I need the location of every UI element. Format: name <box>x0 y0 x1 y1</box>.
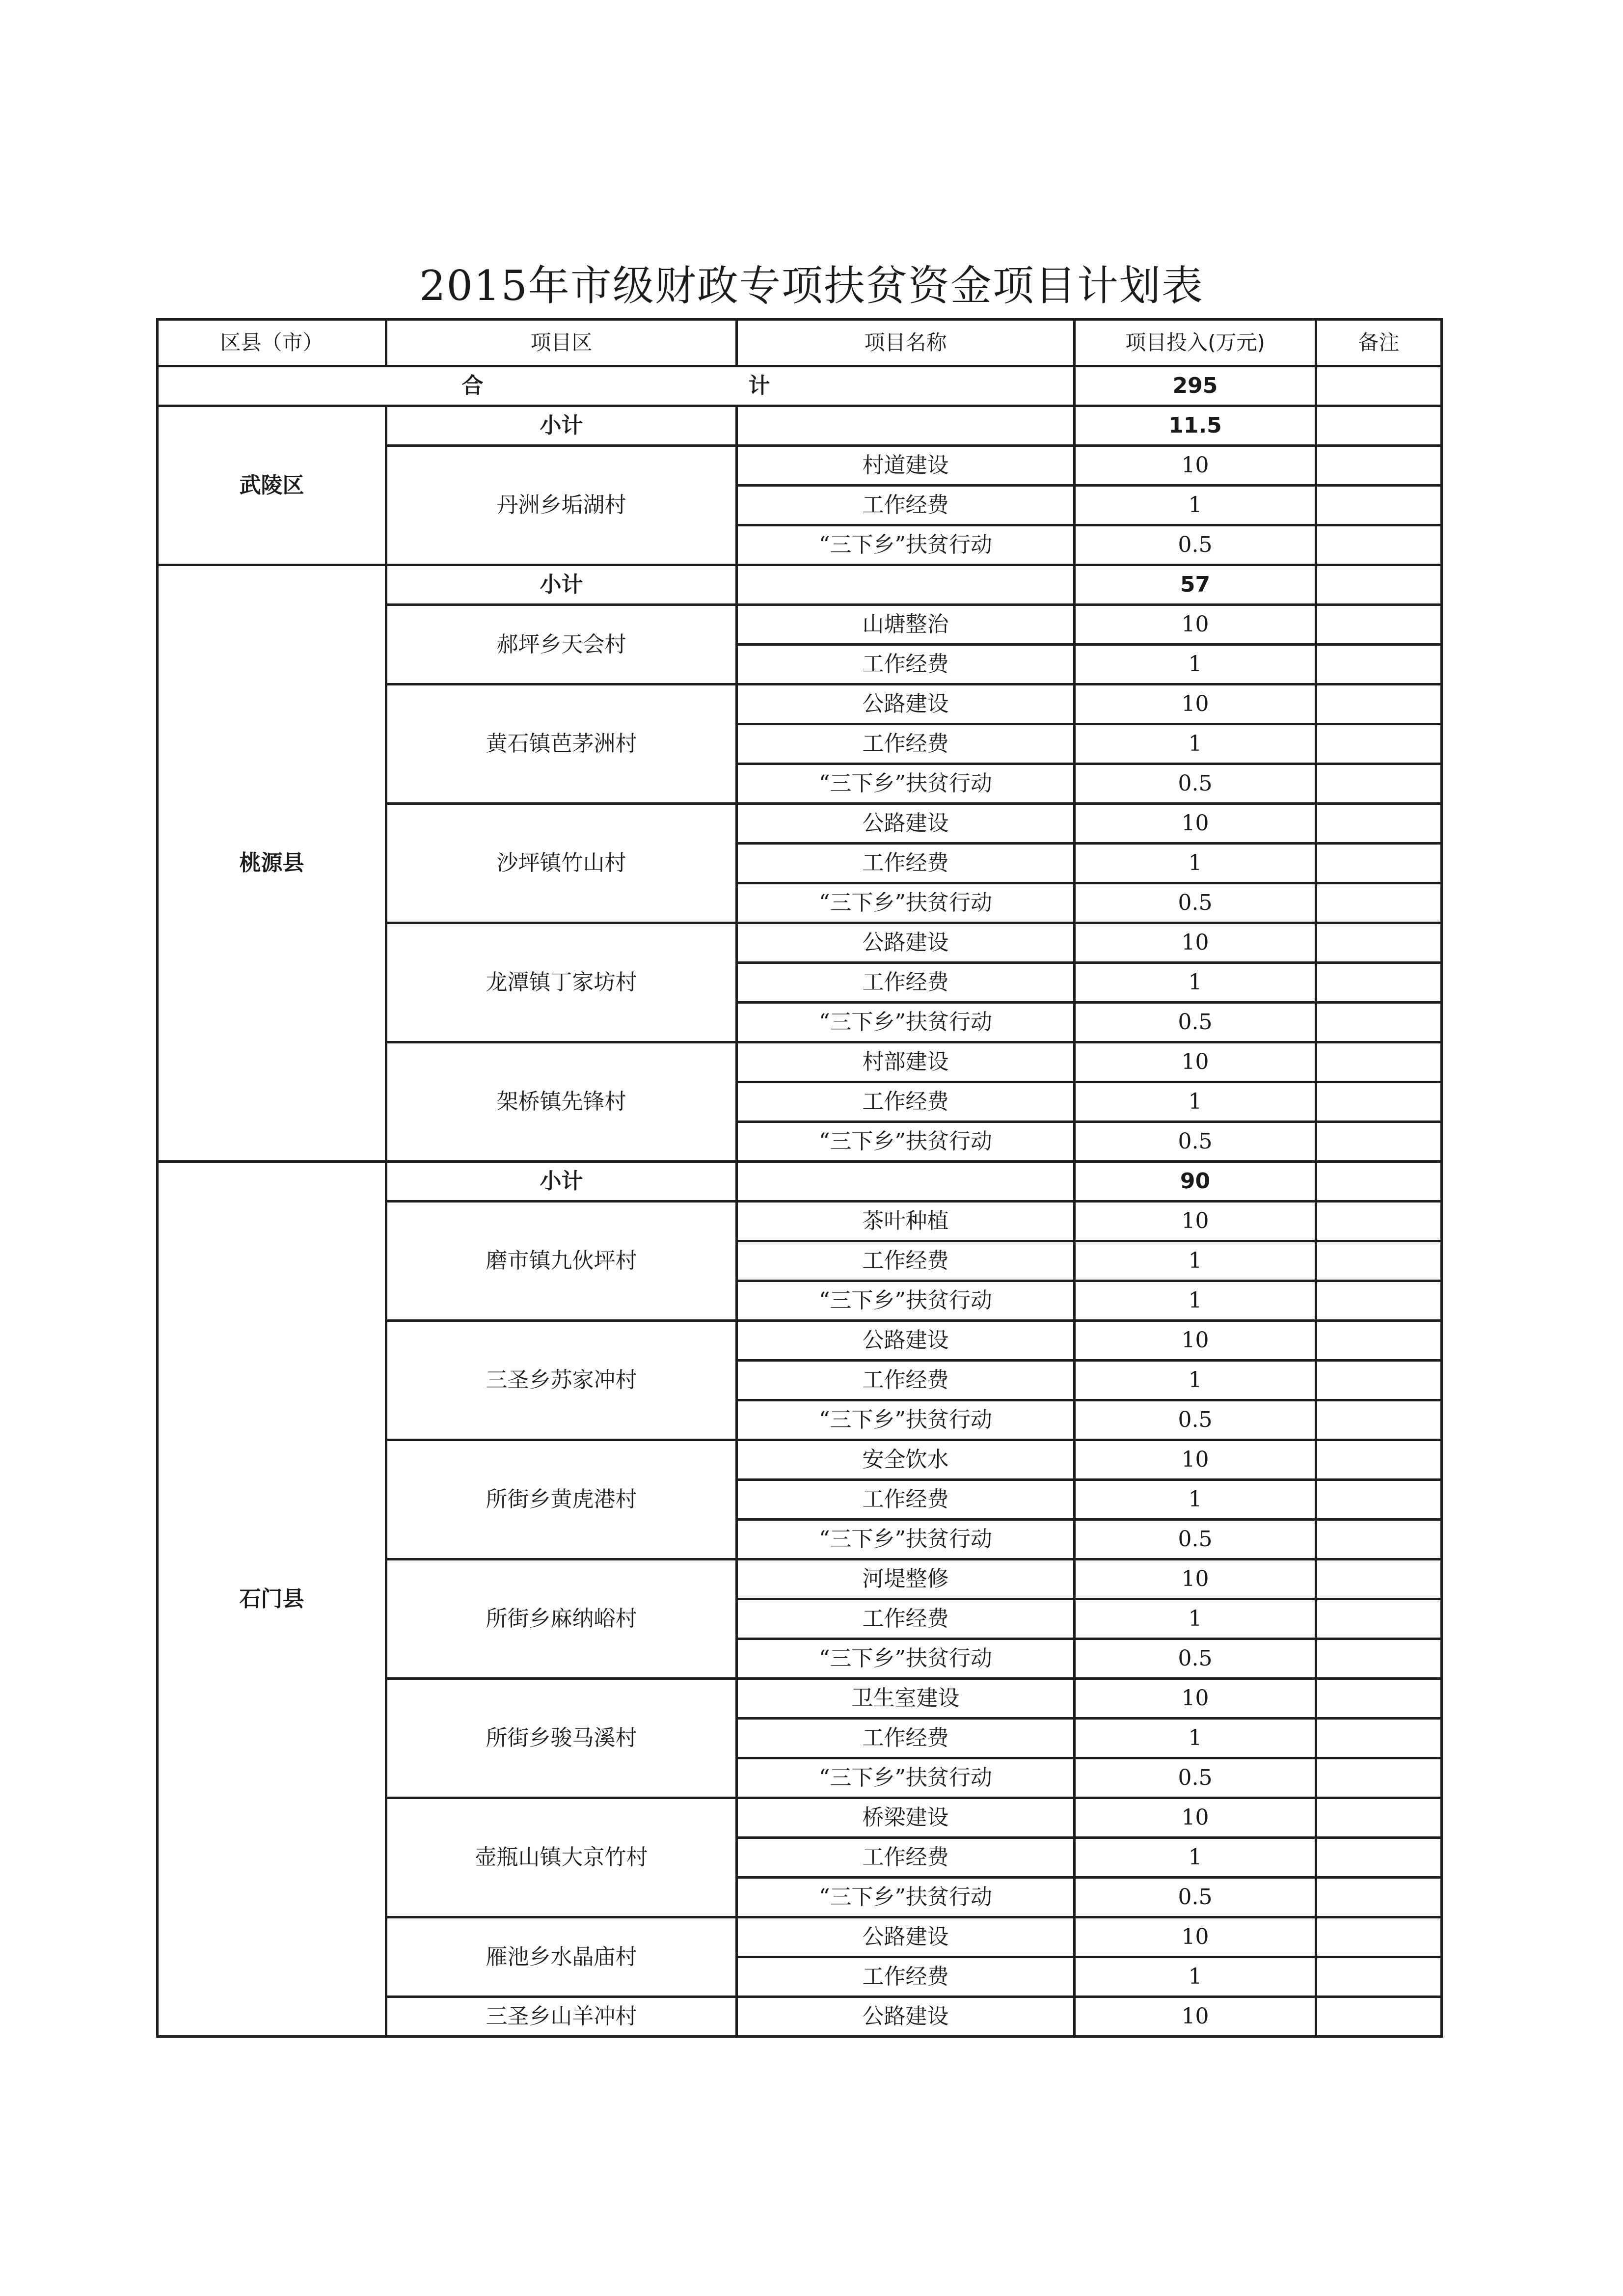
project-name: “三下乡”扶贫行动 <box>737 1400 1075 1440</box>
header-project: 项目名称 <box>737 320 1075 366</box>
total-label-a: 合 <box>461 373 484 398</box>
remark-cell <box>1316 1281 1442 1321</box>
remark-cell <box>1316 1599 1442 1639</box>
total-value: 295 <box>1075 366 1316 406</box>
subtotal-project-cell <box>737 406 1075 446</box>
remark-cell <box>1316 1321 1442 1361</box>
project-name: 村道建设 <box>737 446 1075 486</box>
project-name: 公路建设 <box>737 804 1075 844</box>
remark-cell <box>1316 1917 1442 1957</box>
investment-value: 1 <box>1075 1719 1316 1758</box>
village-name: 黄石镇芭茅洲村 <box>386 684 737 804</box>
project-name: 工作经费 <box>737 963 1075 1003</box>
investment-value: 1 <box>1075 1838 1316 1878</box>
remark-cell <box>1316 844 1442 883</box>
project-name: 工作经费 <box>737 1719 1075 1758</box>
investment-value: 0.5 <box>1075 1400 1316 1440</box>
subtotal-row <box>158 565 1442 605</box>
project-name: 工作经费 <box>737 1241 1075 1281</box>
village-name: 三圣乡苏家冲村 <box>386 1321 737 1440</box>
village-name: 架桥镇先锋村 <box>386 1042 737 1162</box>
village-name: 所街乡黄虎港村 <box>386 1440 737 1559</box>
project-name: 山塘整治 <box>737 605 1075 645</box>
remark-cell <box>1316 1520 1442 1559</box>
project-name: 公路建设 <box>737 923 1075 963</box>
total-label-b: 计 <box>748 373 770 398</box>
remark-cell <box>1316 486 1442 525</box>
project-name: “三下乡”扶贫行动 <box>737 883 1075 923</box>
project-name: 公路建设 <box>737 1917 1075 1957</box>
header-county: 区县（市） <box>158 320 386 366</box>
project-name: 茶叶种植 <box>737 1202 1075 1241</box>
remark-cell <box>1316 1241 1442 1281</box>
page-title: 2015年市级财政专项扶贫资金项目计划表 <box>419 262 1204 310</box>
investment-value: 10 <box>1075 1997 1316 2037</box>
project-name: 公路建设 <box>737 1321 1075 1361</box>
remark-cell <box>1316 1758 1442 1798</box>
investment-value: 0.5 <box>1075 1878 1316 1917</box>
remark-cell <box>1316 1440 1442 1480</box>
village-name: 雁池乡水晶庙村 <box>386 1917 737 1997</box>
plan-table-body <box>158 320 1442 2037</box>
header-investment: 项目投入(万元) <box>1075 320 1316 366</box>
remark-cell <box>1316 1957 1442 1997</box>
project-name: “三下乡”扶贫行动 <box>737 1122 1075 1162</box>
investment-value: 10 <box>1075 1042 1316 1082</box>
investment-value: 1 <box>1075 724 1316 764</box>
investment-value: 0.5 <box>1075 1639 1316 1679</box>
subtotal-value: 57 <box>1075 565 1316 605</box>
investment-value: 10 <box>1075 1559 1316 1599</box>
project-name: 桥梁建设 <box>737 1798 1075 1838</box>
remark-cell <box>1316 883 1442 923</box>
project-name: 村部建设 <box>737 1042 1075 1082</box>
remark-cell <box>1316 1679 1442 1719</box>
subtotal-label: 小计 <box>386 1162 737 1202</box>
subtotal-row <box>158 406 1442 446</box>
project-name: 工作经费 <box>737 486 1075 525</box>
remark-cell <box>1316 1997 1442 2037</box>
project-name: 工作经费 <box>737 724 1075 764</box>
investment-value: 1 <box>1075 1241 1316 1281</box>
county-name: 石门县 <box>158 1162 386 2037</box>
investment-value: 0.5 <box>1075 1520 1316 1559</box>
remark-cell <box>1316 684 1442 724</box>
remark-cell <box>1316 1878 1442 1917</box>
investment-value: 10 <box>1075 1321 1316 1361</box>
project-name: 工作经费 <box>737 1599 1075 1639</box>
remark-cell <box>1316 366 1442 406</box>
investment-value: 1 <box>1075 645 1316 684</box>
investment-value: 1 <box>1075 1082 1316 1122</box>
investment-value: 1 <box>1075 1599 1316 1639</box>
project-name: 安全饮水 <box>737 1440 1075 1480</box>
remark-cell <box>1316 1202 1442 1241</box>
remark-cell <box>1316 446 1442 486</box>
village-name: 郝坪乡天会村 <box>386 605 737 684</box>
project-name: 卫生室建设 <box>737 1679 1075 1719</box>
investment-value: 1 <box>1075 1957 1316 1997</box>
investment-value: 10 <box>1075 1202 1316 1241</box>
project-name: “三下乡”扶贫行动 <box>737 1281 1075 1321</box>
subtotal-value: 90 <box>1075 1162 1316 1202</box>
project-name: 公路建设 <box>737 1997 1075 2037</box>
project-name: “三下乡”扶贫行动 <box>737 1003 1075 1042</box>
remark-cell <box>1316 1003 1442 1042</box>
investment-value: 10 <box>1075 923 1316 963</box>
investment-value: 10 <box>1075 1440 1316 1480</box>
remark-cell <box>1316 1361 1442 1400</box>
investment-value: 0.5 <box>1075 1758 1316 1798</box>
header-remark: 备注 <box>1316 320 1442 366</box>
investment-value: 1 <box>1075 1281 1316 1321</box>
investment-value: 10 <box>1075 446 1316 486</box>
remark-cell <box>1316 605 1442 645</box>
project-name: “三下乡”扶贫行动 <box>737 1639 1075 1679</box>
village-name: 丹洲乡垢湖村 <box>386 446 737 565</box>
remark-cell <box>1316 1042 1442 1082</box>
remark-cell <box>1316 1798 1442 1838</box>
project-name: “三下乡”扶贫行动 <box>737 1758 1075 1798</box>
remark-cell <box>1316 1480 1442 1520</box>
remark-cell <box>1316 1719 1442 1758</box>
remark-cell <box>1316 406 1442 446</box>
project-name: 河堤整修 <box>737 1559 1075 1599</box>
project-name: “三下乡”扶贫行动 <box>737 764 1075 804</box>
remark-cell <box>1316 565 1442 605</box>
subtotal-label: 小计 <box>386 406 737 446</box>
investment-value: 1 <box>1075 844 1316 883</box>
subtotal-label: 小计 <box>386 565 737 605</box>
header-area: 项目区 <box>386 320 737 366</box>
subtotal-value: 11.5 <box>1075 406 1316 446</box>
village-name: 所街乡骏马溪村 <box>386 1679 737 1798</box>
investment-value: 10 <box>1075 804 1316 844</box>
project-name: 公路建设 <box>737 684 1075 724</box>
investment-value: 1 <box>1075 1361 1316 1400</box>
project-name: 工作经费 <box>737 1838 1075 1878</box>
project-name: 工作经费 <box>737 1082 1075 1122</box>
village-name: 龙潭镇丁家坊村 <box>386 923 737 1042</box>
remark-cell <box>1316 1162 1442 1202</box>
subtotal-project-cell <box>737 1162 1075 1202</box>
project-name: “三下乡”扶贫行动 <box>737 1520 1075 1559</box>
project-name: 工作经费 <box>737 844 1075 883</box>
remark-cell <box>1316 1838 1442 1878</box>
investment-value: 10 <box>1075 1798 1316 1838</box>
plan-table <box>156 318 1443 2038</box>
remark-cell <box>1316 645 1442 684</box>
remark-cell <box>1316 525 1442 565</box>
project-name: 工作经费 <box>737 1957 1075 1997</box>
investment-value: 1 <box>1075 1480 1316 1520</box>
investment-value: 0.5 <box>1075 1122 1316 1162</box>
remark-cell <box>1316 1639 1442 1679</box>
village-name: 磨市镇九伙坪村 <box>386 1202 737 1321</box>
project-name: “三下乡”扶贫行动 <box>737 1878 1075 1917</box>
investment-value: 0.5 <box>1075 1003 1316 1042</box>
county-name: 桃源县 <box>158 565 386 1162</box>
project-name: 工作经费 <box>737 1480 1075 1520</box>
project-name: 工作经费 <box>737 1361 1075 1400</box>
remark-cell <box>1316 923 1442 963</box>
investment-value: 10 <box>1075 1917 1316 1957</box>
subtotal-project-cell <box>737 565 1075 605</box>
remark-cell <box>1316 724 1442 764</box>
total-row <box>158 366 1442 406</box>
investment-value: 1 <box>1075 963 1316 1003</box>
remark-cell <box>1316 1400 1442 1440</box>
subtotal-row <box>158 1162 1442 1202</box>
remark-cell <box>1316 1122 1442 1162</box>
county-name: 武陵区 <box>158 406 386 565</box>
remark-cell <box>1316 1559 1442 1599</box>
remark-cell <box>1316 963 1442 1003</box>
village-name: 壶瓶山镇大京竹村 <box>386 1798 737 1917</box>
investment-value: 10 <box>1075 684 1316 724</box>
project-name: 工作经费 <box>737 645 1075 684</box>
investment-value: 10 <box>1075 605 1316 645</box>
project-name: “三下乡”扶贫行动 <box>737 525 1075 565</box>
village-name: 所街乡麻纳峪村 <box>386 1559 737 1679</box>
investment-value: 1 <box>1075 486 1316 525</box>
investment-value: 0.5 <box>1075 883 1316 923</box>
investment-value: 0.5 <box>1075 525 1316 565</box>
investment-value: 10 <box>1075 1679 1316 1719</box>
village-name: 沙坪镇竹山村 <box>386 804 737 923</box>
remark-cell <box>1316 764 1442 804</box>
village-name: 三圣乡山羊冲村 <box>386 1997 737 2037</box>
total-label-cell <box>158 366 1075 406</box>
investment-value: 0.5 <box>1075 764 1316 804</box>
header-row <box>158 320 1442 366</box>
remark-cell <box>1316 1082 1442 1122</box>
remark-cell <box>1316 804 1442 844</box>
